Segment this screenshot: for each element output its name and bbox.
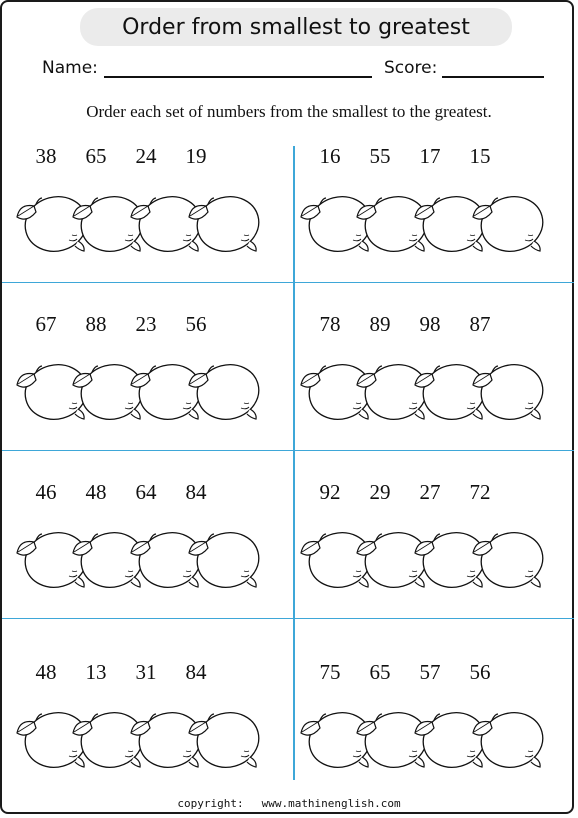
number-set	[16, 480, 292, 630]
number-row	[300, 660, 576, 686]
number-item: 56	[185, 312, 207, 336]
number-item: 46	[35, 480, 57, 504]
answer-fruit-row	[300, 190, 576, 256]
number-item: 31	[135, 660, 157, 684]
number-item: 65	[85, 144, 107, 168]
number-item: 57	[419, 660, 441, 684]
number-item: 67	[35, 312, 57, 336]
number-row	[16, 312, 292, 338]
number-item: 24	[135, 144, 157, 168]
page-title-text: Order from smallest to greatest	[122, 14, 470, 40]
name-score-row	[42, 58, 552, 82]
number-item: 75	[319, 660, 341, 684]
number-item: 19	[185, 144, 207, 168]
number-row	[300, 480, 576, 506]
number-item: 84	[185, 480, 207, 504]
lemon-icon[interactable]	[188, 706, 266, 770]
lemon-icon[interactable]	[472, 190, 550, 254]
number-set	[16, 660, 292, 810]
number-item: 64	[135, 480, 157, 504]
number-item: 17	[419, 144, 441, 168]
number-item: 48	[35, 660, 57, 684]
number-item: 78	[319, 312, 341, 336]
answer-fruit-row	[16, 358, 292, 424]
answer-fruit-row	[300, 358, 576, 424]
footer	[0, 797, 578, 810]
number-item: 98	[419, 312, 441, 336]
answer-fruit-row	[300, 526, 576, 592]
lemon-icon[interactable]	[472, 706, 550, 770]
number-row	[300, 144, 576, 170]
number-item: 23	[135, 312, 157, 336]
number-row	[300, 312, 576, 338]
lemon-icon[interactable]	[188, 190, 266, 254]
number-row	[16, 480, 292, 506]
number-item: 87	[469, 312, 491, 336]
number-set	[300, 312, 576, 462]
number-item: 29	[369, 480, 391, 504]
answer-fruit-row	[16, 706, 292, 772]
name-field-line[interactable]	[104, 76, 372, 78]
number-set	[300, 480, 576, 630]
number-item: 13	[85, 660, 107, 684]
number-set	[300, 144, 576, 294]
number-item: 15	[469, 144, 491, 168]
grid-divider-vertical	[293, 146, 295, 780]
lemon-icon[interactable]	[472, 358, 550, 422]
number-item: 72	[469, 480, 491, 504]
number-row	[16, 144, 292, 170]
number-item: 84	[185, 660, 207, 684]
number-item: 56	[469, 660, 491, 684]
number-item: 16	[319, 144, 341, 168]
number-item: 92	[319, 480, 341, 504]
answer-fruit-row	[300, 706, 576, 772]
number-item: 88	[85, 312, 107, 336]
name-label: Name:	[42, 58, 98, 78]
number-row	[16, 660, 292, 686]
copyright-label: copyright:	[177, 797, 244, 810]
number-set	[16, 144, 292, 294]
number-item: 55	[369, 144, 391, 168]
lemon-icon[interactable]	[188, 526, 266, 590]
website-text: www.mathinenglish.com	[261, 797, 401, 810]
number-set	[300, 660, 576, 810]
lemon-icon[interactable]	[472, 526, 550, 590]
number-item: 65	[369, 660, 391, 684]
page-title	[80, 8, 512, 46]
number-item: 38	[35, 144, 57, 168]
score-label: Score:	[384, 58, 438, 78]
instruction-text: Order each set of numbers from the smallest to the greatest.	[86, 102, 492, 121]
answer-fruit-row	[16, 190, 292, 256]
lemon-icon[interactable]	[188, 358, 266, 422]
number-item: 89	[369, 312, 391, 336]
number-set	[16, 312, 292, 462]
number-item: 27	[419, 480, 441, 504]
number-item: 48	[85, 480, 107, 504]
score-field-line[interactable]	[442, 76, 544, 78]
answer-fruit-row	[16, 526, 292, 592]
